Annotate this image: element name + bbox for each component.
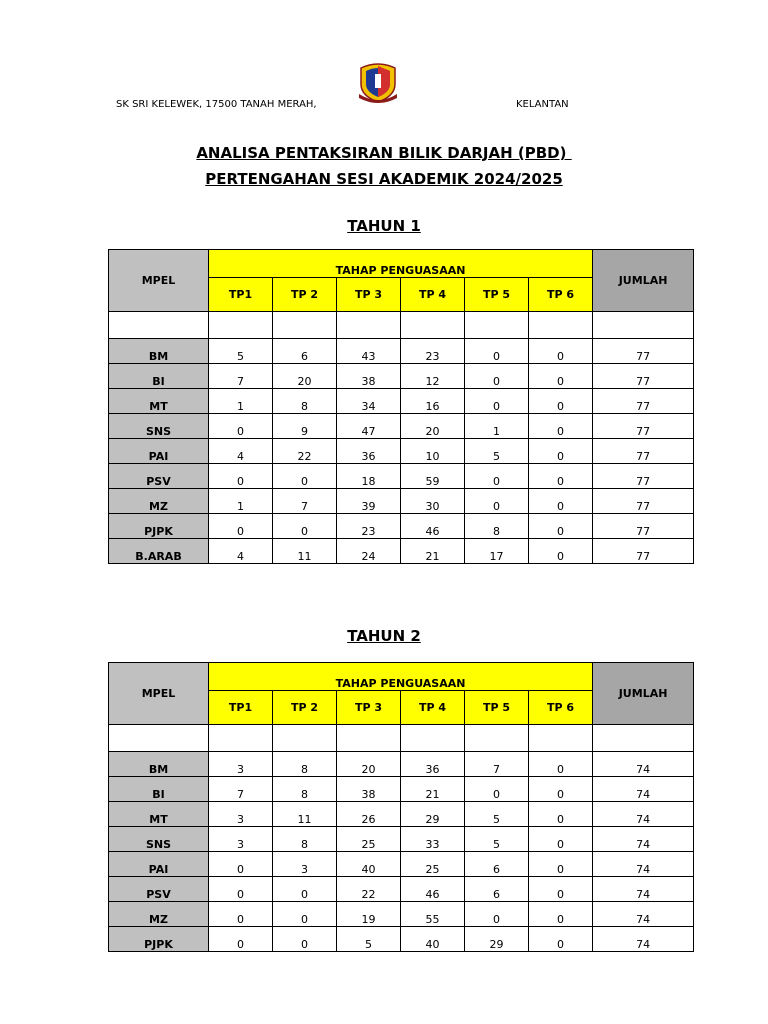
school-address: SK SRI KELEWEK, 17500 TANAH MERAH,: [116, 99, 317, 110]
table-row: [109, 877, 694, 902]
value-cell: 0: [529, 389, 593, 414]
subject-cell: PSV: [109, 464, 209, 489]
spacer-cell: [337, 312, 401, 339]
value-cell: 0: [465, 902, 529, 927]
value-cell: 0: [273, 927, 337, 952]
value-cell: 0: [529, 752, 593, 777]
value-cell: 0: [209, 902, 273, 927]
table-row: [109, 389, 694, 414]
value-cell: 0: [273, 902, 337, 927]
subject-cell: PJPK: [109, 927, 209, 952]
spacer-cell: [273, 312, 337, 339]
value-cell: 21: [401, 777, 465, 802]
value-cell: 36: [401, 752, 465, 777]
value-cell: 18: [337, 464, 401, 489]
level-header: TP 2: [273, 278, 337, 312]
value-cell: 11: [273, 539, 337, 564]
value-cell: 46: [401, 514, 465, 539]
total-cell: 77: [593, 389, 694, 414]
value-cell: 38: [337, 364, 401, 389]
total-cell: 77: [593, 439, 694, 464]
spacer-cell: [401, 725, 465, 752]
level-header: TP 2: [273, 691, 337, 725]
state-name: KELANTAN: [516, 99, 569, 110]
value-cell: 59: [401, 464, 465, 489]
value-cell: 4: [209, 439, 273, 464]
value-cell: 40: [337, 852, 401, 877]
level-header: TP 6: [529, 691, 593, 725]
value-cell: 0: [529, 539, 593, 564]
value-cell: 0: [465, 389, 529, 414]
value-cell: 0: [465, 364, 529, 389]
table-heading-tahun-1: TAHUN 1: [347, 217, 421, 235]
spacer-cell: [209, 312, 273, 339]
value-cell: 7: [273, 489, 337, 514]
spacer-cell: [465, 725, 529, 752]
value-cell: 0: [465, 464, 529, 489]
value-cell: 47: [337, 414, 401, 439]
value-cell: 6: [465, 852, 529, 877]
table-heading-tahun-2: TAHUN 2: [347, 627, 421, 645]
spacer-cell: [401, 312, 465, 339]
value-cell: 0: [529, 364, 593, 389]
spacer-cell: [465, 312, 529, 339]
value-cell: 0: [529, 827, 593, 852]
subject-cell: BM: [109, 752, 209, 777]
table-row: [109, 414, 694, 439]
value-cell: 8: [465, 514, 529, 539]
value-cell: 36: [337, 439, 401, 464]
level-header: TP 4: [401, 278, 465, 312]
level-header: TP1: [209, 691, 273, 725]
total-cell: 74: [593, 777, 694, 802]
table-row: [109, 802, 694, 827]
value-cell: 8: [273, 752, 337, 777]
subject-cell: BM: [109, 339, 209, 364]
value-cell: 34: [337, 389, 401, 414]
total-cell: 77: [593, 414, 694, 439]
tahap-penguasaan-header: TAHAP PENGUASAAN: [209, 250, 593, 278]
value-cell: 0: [465, 339, 529, 364]
total-cell: 77: [593, 339, 694, 364]
total-cell: 77: [593, 489, 694, 514]
value-cell: 25: [337, 827, 401, 852]
value-cell: 0: [465, 489, 529, 514]
subject-cell: MZ: [109, 489, 209, 514]
subject-cell: MT: [109, 802, 209, 827]
value-cell: 29: [401, 802, 465, 827]
level-header: TP1: [209, 278, 273, 312]
value-cell: 0: [529, 339, 593, 364]
subject-cell: PAI: [109, 852, 209, 877]
value-cell: 1: [465, 414, 529, 439]
value-cell: 5: [465, 827, 529, 852]
total-cell: 74: [593, 927, 694, 952]
table-row: [109, 464, 694, 489]
value-cell: 20: [401, 414, 465, 439]
table-row: [109, 927, 694, 952]
subject-cell: PAI: [109, 439, 209, 464]
value-cell: 40: [401, 927, 465, 952]
value-cell: 7: [209, 777, 273, 802]
value-cell: 0: [529, 927, 593, 952]
value-cell: 5: [465, 802, 529, 827]
spacer-cell: [209, 725, 273, 752]
total-cell: 74: [593, 902, 694, 927]
tahap-penguasaan-header: TAHAP PENGUASAAN: [209, 663, 593, 691]
subject-cell: PJPK: [109, 514, 209, 539]
value-cell: 29: [465, 927, 529, 952]
value-cell: 43: [337, 339, 401, 364]
table-row: [109, 489, 694, 514]
total-cell: 74: [593, 752, 694, 777]
level-header: TP 3: [337, 278, 401, 312]
level-header: TP 3: [337, 691, 401, 725]
table-row: [109, 539, 694, 564]
spacer-cell: [529, 312, 593, 339]
table-row: [109, 364, 694, 389]
school-crest-icon: [357, 60, 399, 104]
value-cell: 39: [337, 489, 401, 514]
value-cell: 0: [209, 514, 273, 539]
value-cell: 20: [337, 752, 401, 777]
value-cell: 5: [209, 339, 273, 364]
value-cell: 0: [209, 852, 273, 877]
value-cell: 38: [337, 777, 401, 802]
value-cell: 55: [401, 902, 465, 927]
value-cell: 11: [273, 802, 337, 827]
value-cell: 4: [209, 539, 273, 564]
value-cell: 23: [337, 514, 401, 539]
spacer-cell: [109, 312, 209, 339]
value-cell: 0: [209, 464, 273, 489]
value-cell: 7: [209, 364, 273, 389]
total-cell: 74: [593, 877, 694, 902]
value-cell: 21: [401, 539, 465, 564]
value-cell: 8: [273, 827, 337, 852]
value-cell: 5: [337, 927, 401, 952]
value-cell: 0: [529, 439, 593, 464]
value-cell: 0: [273, 877, 337, 902]
value-cell: 0: [209, 877, 273, 902]
value-cell: 7: [465, 752, 529, 777]
spacer-cell: [273, 725, 337, 752]
value-cell: 3: [209, 802, 273, 827]
value-cell: 16: [401, 389, 465, 414]
total-cell: 74: [593, 827, 694, 852]
jumlah-header: JUMLAH: [593, 663, 694, 725]
mpel-header: MPEL: [109, 663, 209, 725]
subject-cell: BI: [109, 777, 209, 802]
value-cell: 6: [273, 339, 337, 364]
value-cell: 8: [273, 777, 337, 802]
value-cell: 22: [273, 439, 337, 464]
subject-cell: SNS: [109, 827, 209, 852]
value-cell: 12: [401, 364, 465, 389]
value-cell: 0: [529, 514, 593, 539]
subject-cell: MZ: [109, 902, 209, 927]
value-cell: 22: [337, 877, 401, 902]
value-cell: 26: [337, 802, 401, 827]
value-cell: 0: [209, 927, 273, 952]
table-row: [109, 339, 694, 364]
value-cell: 0: [529, 489, 593, 514]
table-body: [109, 312, 694, 564]
table-row: [109, 752, 694, 777]
table-row: [109, 439, 694, 464]
total-cell: 77: [593, 539, 694, 564]
table-row: [109, 777, 694, 802]
value-cell: 0: [273, 514, 337, 539]
value-cell: 3: [209, 827, 273, 852]
value-cell: 20: [273, 364, 337, 389]
subject-cell: B.ARAB: [109, 539, 209, 564]
spacer-cell: [109, 725, 209, 752]
level-header: TP 5: [465, 278, 529, 312]
subject-cell: BI: [109, 364, 209, 389]
table-row: [109, 902, 694, 927]
subject-cell: MT: [109, 389, 209, 414]
table-body: [109, 725, 694, 952]
spacer-cell: [529, 725, 593, 752]
value-cell: 30: [401, 489, 465, 514]
spacer-cell: [593, 312, 694, 339]
value-cell: 17: [465, 539, 529, 564]
report-title: ANALISA PENTAKSIRAN BILIK DARJAH (PBD): [196, 144, 572, 162]
value-cell: 0: [529, 877, 593, 902]
level-header: TP 6: [529, 278, 593, 312]
value-cell: 9: [273, 414, 337, 439]
total-cell: 77: [593, 364, 694, 389]
level-header: TP 4: [401, 691, 465, 725]
value-cell: 46: [401, 877, 465, 902]
value-cell: 8: [273, 389, 337, 414]
table-row: [109, 827, 694, 852]
value-cell: 0: [529, 902, 593, 927]
mpel-header: MPEL: [109, 250, 209, 312]
value-cell: 5: [465, 439, 529, 464]
spacer-cell: [593, 725, 694, 752]
total-cell: 74: [593, 852, 694, 877]
value-cell: 0: [529, 464, 593, 489]
value-cell: 33: [401, 827, 465, 852]
value-cell: 0: [209, 414, 273, 439]
value-cell: 3: [209, 752, 273, 777]
report-subtitle: PERTENGAHAN SESI AKADEMIK 2024/2025: [205, 170, 563, 188]
table-row: [109, 514, 694, 539]
spacer-cell: [337, 725, 401, 752]
value-cell: 6: [465, 877, 529, 902]
subject-cell: SNS: [109, 414, 209, 439]
value-cell: 10: [401, 439, 465, 464]
total-cell: 77: [593, 464, 694, 489]
value-cell: 0: [529, 414, 593, 439]
total-cell: 77: [593, 514, 694, 539]
pbd-table-tahun-2: [108, 662, 694, 952]
value-cell: 0: [273, 464, 337, 489]
value-cell: 0: [529, 802, 593, 827]
pbd-table-tahun-1: [108, 249, 694, 564]
value-cell: 19: [337, 902, 401, 927]
value-cell: 0: [529, 777, 593, 802]
table-row: [109, 852, 694, 877]
value-cell: 0: [529, 852, 593, 877]
value-cell: 25: [401, 852, 465, 877]
jumlah-header: JUMLAH: [593, 250, 694, 312]
value-cell: 23: [401, 339, 465, 364]
value-cell: 1: [209, 489, 273, 514]
value-cell: 1: [209, 389, 273, 414]
value-cell: 3: [273, 852, 337, 877]
subject-cell: PSV: [109, 877, 209, 902]
value-cell: 0: [465, 777, 529, 802]
value-cell: 24: [337, 539, 401, 564]
level-header: TP 5: [465, 691, 529, 725]
total-cell: 74: [593, 802, 694, 827]
